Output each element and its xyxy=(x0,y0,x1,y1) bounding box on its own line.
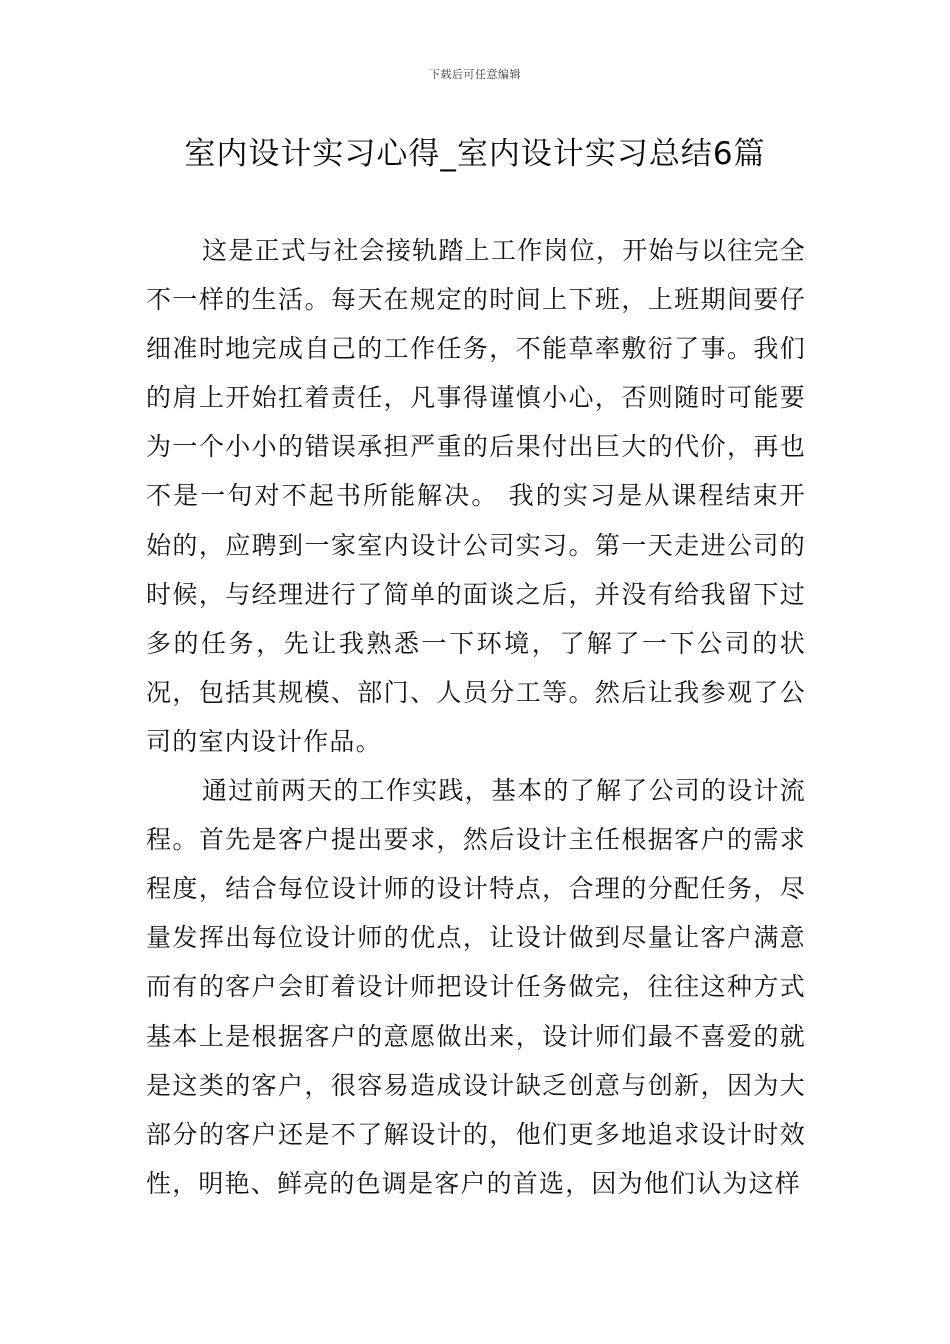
body-paragraph-2: 通过前两天的工作实践，基本的了解了公司的设计流程。首先是客户提出要求，然后设计主任根据客户的需求程度，结合每位设计师的设计特点，合理的分配任务，尽量发挥出每位设计师的优点，让设计做到尽量让客户满意而有的客户会盯着设计师把设计任务做完，往往这种方式基本上是根据客户的意愿做出来，设计师们最不喜爱的就是这类的客户，很容易造成设计缺乏创意与创新，因为大部分的客户还是不了解设计的，他们更多地追求设计时效性，明艳、鲜亮的色调是客户的首选，因为他们认为这样 xyxy=(146,776,806,1198)
document-title: 室内设计实习心得_室内设计实习总结6篇 xyxy=(184,136,766,172)
document-body xyxy=(146,226,806,1208)
header-note: 下载后可任意编辑 xyxy=(429,68,521,81)
body-paragraph-1: 这是正式与社会接轨踏上工作岗位，开始与以往完全不一样的生活。每天在规定的时间上下班，上班期间要仔细准时地完成自己的工作任务，不能草率敷衍了事。我们的肩上开始扛着责任，凡事得谨慎小心，否则随时可能要为一个小小的错误承担严重的后果付出巨大的代价，再也不是一句对不起书所能解决。 我的实习是从课程结束开始的，应聘到一家室内设计公司实习。第一天走进公司的时候，与经理进行了简单的面谈之后，并没有给我留下过多的任务，先让我熟悉一下环境，了解了一下公司的状况，包括其规模、部门、人员分工等。然后让我参观了公司的室内设计作品。 xyxy=(146,236,806,756)
